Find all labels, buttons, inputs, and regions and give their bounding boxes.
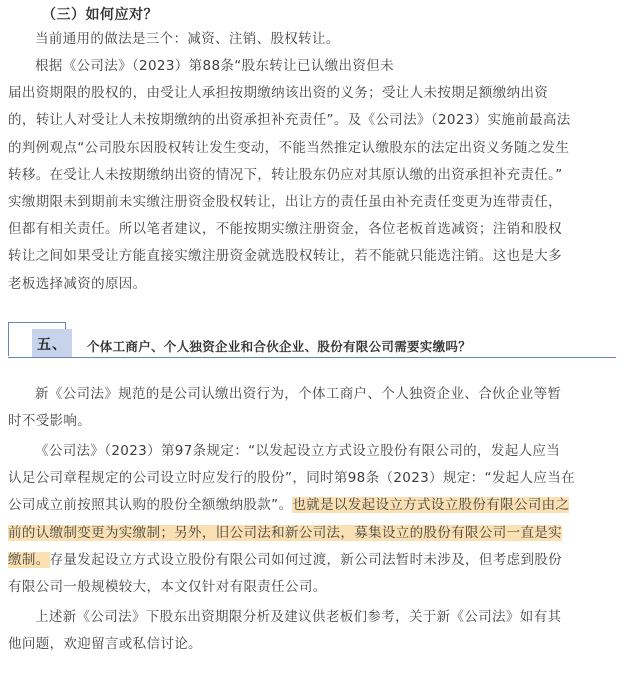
text-line: 届出资期限的股权的，由受让人承担按期缴纳该出资的义务；受让人未按期足额缴纳出资 bbox=[8, 85, 549, 102]
highlighted-text: 也就是以发起设立方式设立股份有限公司由之 bbox=[292, 497, 570, 514]
text-line: 时不受影响。 bbox=[8, 413, 92, 430]
text-line: 转让之间如果受让方能直接实缴注册资金就选股权转让，若不能就只能选注销。这也是大多 bbox=[8, 248, 562, 265]
text-line bbox=[8, 520, 618, 547]
text-line: 《公司法》（2023）第97条规定：“以发起设立方式设立股份有限公司的，发起人应当 bbox=[35, 443, 561, 459]
section-3-heading: （三）如何应对？ bbox=[42, 7, 158, 23]
text-line bbox=[8, 492, 618, 519]
section-5-paragraph-1 bbox=[8, 381, 618, 435]
section-5-number: 五、 bbox=[37, 337, 67, 353]
text-line: 转移。在受让人未按期缴纳出资的情况下，转让股东仍应对其原认缴的出资承担补充责任。” bbox=[8, 166, 563, 183]
section-5-paragraph-3 bbox=[8, 604, 618, 658]
text-line: 根据《公司法》（2023）第88条“股东转让已认缴出资但未 bbox=[35, 58, 394, 74]
text-line: 认足公司章程规定的公司设立时应发行的股份”，同时第98条（2023）规定：“发起人应当在 bbox=[8, 470, 575, 487]
text-line: 的，转让人对受让人未按期缴纳的出资承担补充责任”。及《公司法》（2023）实施前最高法 bbox=[8, 112, 571, 129]
section-3-paragraph-1 bbox=[8, 26, 618, 53]
section-3-paragraph-2 bbox=[8, 53, 618, 298]
text-segment: 存量发起设立方式设立股份有限公司如何过渡，新公司法暂时未涉及，但考虑到股份 bbox=[49, 551, 563, 568]
highlighted-text: 前的认缴制变更为实缴制；另外，旧公司法和新公司法，募集设立的股份有限公司一直是实 bbox=[8, 524, 562, 541]
section-5-title: 个体工商户、个人独资企业和合伙企业、股份有限公司需要实缴吗？ bbox=[87, 339, 472, 354]
text-line: 上述新《公司法》下股东出资期限分析及建议供老板们参考，关于新《公司法》如有其 bbox=[35, 609, 562, 625]
text-line: 老板选择减资的原因。 bbox=[8, 275, 147, 292]
section-5-header bbox=[8, 322, 618, 360]
text-line: 新《公司法》规范的是公司认缴出资行为，个体工商户、个人独资企业、合伙企业等暂 bbox=[35, 386, 562, 402]
text-line: 当前通用的做法是三个：减资、注销、股权转让。 bbox=[35, 31, 340, 47]
text-line: 实缴期限未到期前未实缴注册资金股权转让，出让方的责任虽由补充责任变更为连带责任， bbox=[8, 194, 562, 211]
text-line: 有限公司一般规模较大，本文仅针对有限责任公司。 bbox=[8, 579, 327, 596]
section-5-paragraph-2 bbox=[8, 438, 618, 601]
text-line bbox=[8, 547, 618, 574]
highlighted-text: 缴制。 bbox=[8, 551, 50, 568]
text-line: 但都有相关责任。所以笔者建议，不能按期实缴注册资金，各位老板首选减资；注销和股权 bbox=[8, 221, 562, 238]
text-segment: 公司成立前按照其认购的股份全额缴纳股款”。 bbox=[8, 497, 293, 514]
text-line: 他问题，欢迎留言或私信讨论。 bbox=[8, 636, 202, 653]
text-line: 的判例观点“公司股东因股权转让发生变动，不能当然推定认缴股东的法定出资义务随之发生 bbox=[8, 139, 570, 156]
section-divider bbox=[8, 357, 616, 358]
